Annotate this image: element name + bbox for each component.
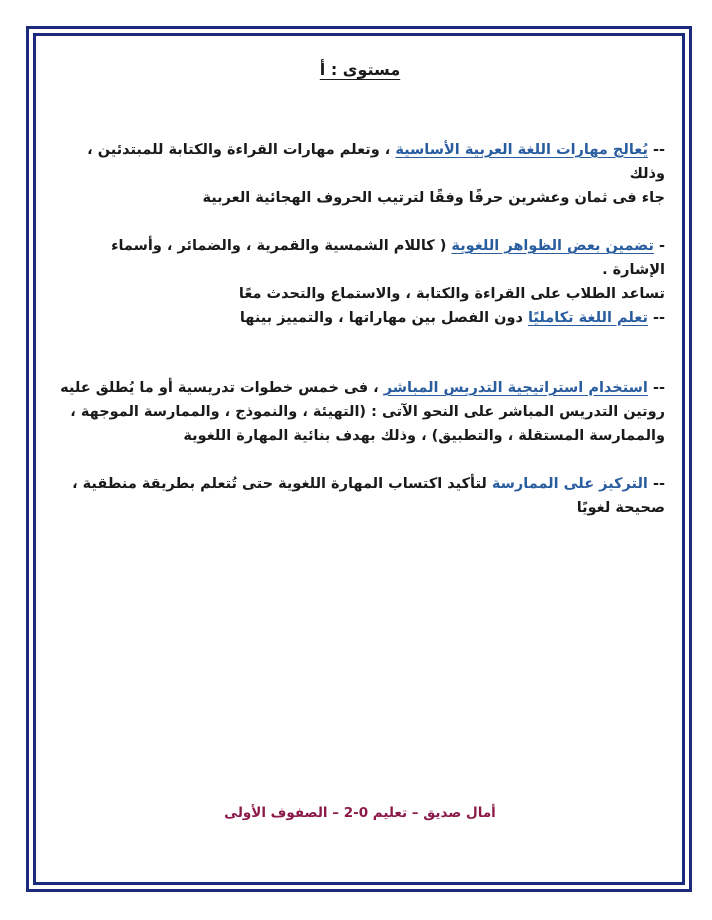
paragraph-1-line-1	[55, 138, 665, 186]
paragraph-4-highlight: استخدام استراتيجية التدريس المباشر	[383, 380, 648, 396]
paragraph-4-line-2: روتين التدريس المباشر على النحو الآتى : (التهيئة ، والنموذج ، والممارسة الموجهة ،	[70, 404, 665, 420]
page-title	[55, 60, 665, 79]
document-content	[55, 50, 665, 850]
paragraph-3-text: دون الفصل بين مهاراتها ، والتمييز بينها	[239, 310, 528, 326]
paragraph-4-dash: --	[647, 380, 665, 396]
paragraph-4-line-1	[55, 376, 665, 400]
paragraph-1-dash: --	[647, 142, 665, 158]
paragraph-1-highlight: يُعالج مهارات اللغة العربية الأساسية	[395, 142, 648, 158]
paragraph-5-line-1	[55, 472, 665, 496]
footer-credit: أمال صديق – تعليم 0-2 – الصفوف الأولى	[224, 805, 496, 821]
paragraph-1-text: ، وتعلم مهارات القراءة والكتابة للمبتدئين ، وذلك	[87, 142, 665, 182]
paragraph-1	[55, 138, 665, 210]
paragraph-4-text: ، فى خمس خطوات تدريسية أو ما يُطلق عليه	[60, 380, 384, 396]
paragraph-3	[55, 306, 665, 330]
paragraph-3-line-1	[55, 306, 665, 330]
paragraph-2-dash: -	[653, 238, 665, 254]
paragraph-2-line-2: تساعد الطلاب على القراءة والكتابة ، والاستماع والتحدث معًا	[238, 286, 665, 302]
paragraph-2-highlight: تضمين بعض الظواهر اللغوية	[451, 238, 654, 254]
paragraph-1-line-2: جاء فى ثمان وعشرين حرفًا وفقًا لترتيب الحروف الهجائية العربية	[202, 190, 665, 206]
paragraph-4-line-3: والممارسة المستقلة ، والتطبيق) ، وذلك بهدف بنائية المهارة اللغوية	[183, 428, 665, 444]
paragraph-5-line-2: صحيحة لغويًا	[576, 500, 665, 516]
paragraph-5-text: لتأكيد اكتساب المهارة اللغوية حتى تُتعلم بطريقة منطقية ،	[72, 476, 492, 492]
paragraph-5	[55, 472, 665, 520]
page-title-text: مستوى : أ	[319, 60, 401, 79]
paragraph-5-dash: --	[647, 476, 665, 492]
paragraph-4	[55, 376, 665, 448]
paragraph-3-highlight: تعلم اللغة تكامليًا	[527, 310, 648, 326]
paragraph-2-text: ( كاللام الشمسية والقمرية ، والضمائر ، وأسماء الإشارة .	[111, 238, 665, 278]
paragraph-3-dash: --	[647, 310, 665, 326]
paragraph-2-line-1	[55, 234, 665, 282]
paragraph-2	[55, 234, 665, 306]
paragraph-5-highlight: التركيز على الممارسة	[491, 476, 648, 492]
